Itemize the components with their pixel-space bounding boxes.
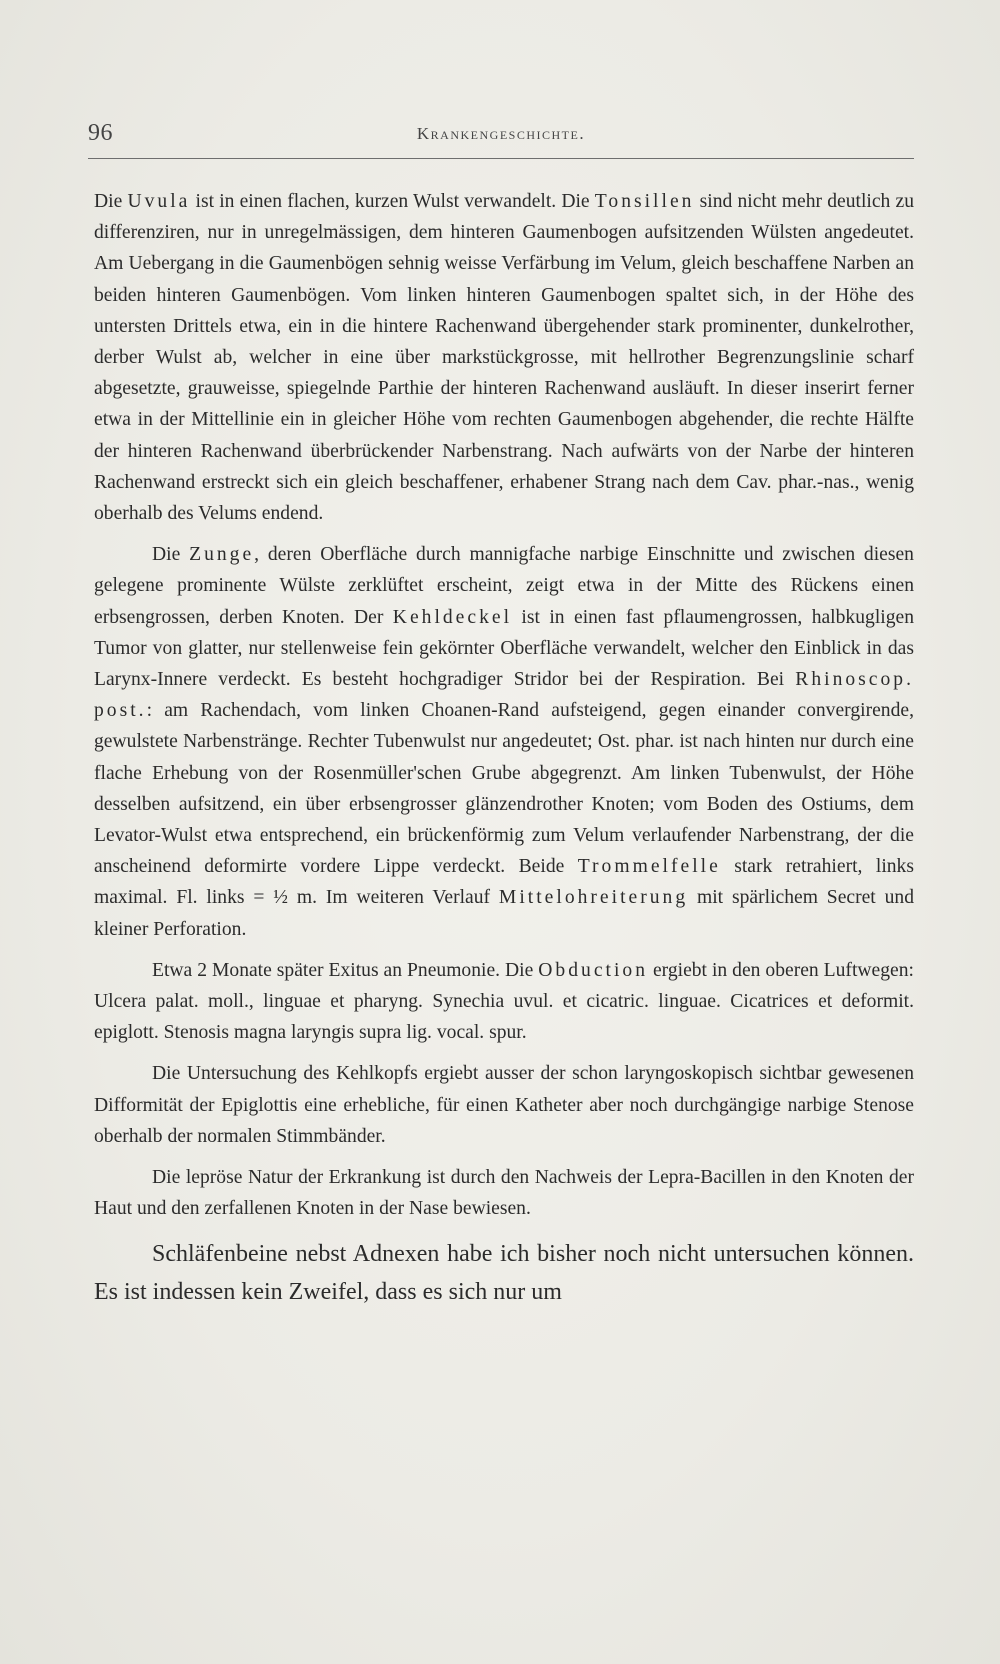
text-run: sind nicht mehr deutlich zu differenziren, nur in unregelmässigen, dem hinteren Gaumenbogen aufsitzenden Wülsten angedeutet. Am Uebergang in die Gaumenbögen sehnig weisse Verfärbung im Velum, gleich beschaffene Narben an beiden hinteren Gaumenbögen. Vom linken hinteren Gaumenbogen spaltet sich, in der Höhe des untersten Drittels etwa, ein in die hintere Rachenwand übergehender stark prominenter, dunkelrother, derber Wulst ab, welcher in eine über markstückgrosse, mit hellrother Begrenzungslinie scharf abgesetzte, grauweisse, spiegelnde Parthie der hinteren Rachenwand ausläuft. In dieser inserirt ferner etwa in der Mittellinie ein in gleicher Höhe vom rechten Gaumenbogen abgehender, die rechte Hälfte der hinteren Rachenwand überbrückender Narbenstrang. Nach aufwärts von der Narbe der hinteren Rachenwand erstreckt sich ein gleich beschaffener, erhabener Strang nach dem Cav. phar.-nas., wenig oberhalb des Velums endend.: [94, 191, 914, 525]
body-text: [94, 186, 914, 1321]
emphasized-term: Kehldeckel: [392, 606, 513, 628]
emphasized-term: Uvula: [127, 191, 191, 212]
paragraph: [94, 539, 914, 945]
text-run: Die: [152, 544, 190, 566]
text-run: Die lepröse Natur der Erkrankung ist durch den Nachweis der Lepra-Bacillen in den Knoten der Haut und den zerfallenen Knoten in der Nase bewiesen.: [94, 1167, 914, 1220]
text-run: Schläfenbeine nebst Adnexen habe ich bisher noch nicht untersuchen können. Es ist indessen kein Zweifel, dass es sich nur um: [94, 1240, 914, 1305]
paragraph: [94, 186, 914, 529]
emphasized-term: Zunge: [189, 544, 255, 566]
paragraph: [94, 1058, 914, 1152]
paragraph: [94, 1235, 914, 1311]
text-run: : am Rachendach, vom linken Choanen-Rand aufsteigend, gegen einander convergirende, gewulstete Narbenstränge. Rechter Tubenwulst nur angedeutet; Ost. phar. ist nach hinten nur durch eine flache Erhebung von der Rosenmüller'schen Grube abgegrenzt. Am linken Tubenwulst, der Höhe desselben aufsitzend, ein über erbsengrosser glänzendrother Knoten; vom Boden des Ostiums, dem Levator-Wulst etwa entsprechend, ein brückenförmig zum Velum verlaufender Narbenstrang, der die anscheinend deformirte vordere Lippe verdeckt. Beide: [94, 700, 914, 878]
text-run: ergiebt in den oberen Luftwegen: Ulcera palat. moll., linguae et pharyng. Synechia uvul. et cicatric. linguae. Cicatrices et deformit. epiglott. Stenosis magna laryngis supra lig. vocal. spur.: [94, 959, 914, 1044]
text-run: Etwa 2 Monate später Exitus an Pneumonie. Die: [152, 959, 539, 981]
text-run: mit spärlichem Secret und kleiner Perforation.: [94, 887, 915, 940]
emphasized-term: Tonsillen: [594, 191, 695, 212]
emphasized-term: Mittelohreiterung: [498, 887, 689, 909]
paragraph: [94, 955, 914, 1049]
page-number: 96: [88, 120, 113, 146]
text-run: , deren Oberfläche durch mannigfache narbige Einschnitte und zwischen diesen gelegene prominente Wülste zerklüftet erscheint, zeigt etwa in der Mitte des Rückens einen erbsengrossen, derben Knoten. Der: [94, 544, 914, 628]
text-run: ist in einen fast pflaumengrossen, halbkugligen Tumor von glatter, nur stellenweise fein gekörnter Oberfläche verwandelt, welcher den Einblick in das Larynx-Innere verdeckt. Es besteht hochgradiger Stridor bei der Respiration. Bei: [94, 606, 914, 691]
text-run: Die Untersuchung des Kehlkopfs ergiebt ausser der schon laryngoskopisch sichtbar gewesenen Difformität der Epiglottis eine erhebliche, für einen Katheter aber noch durchgängige narbige Stenose oberhalb der normalen Stimmbänder.: [94, 1063, 914, 1147]
emphasized-term: Obduction: [538, 959, 648, 981]
emphasized-term: Rhinoscop. post.: [94, 669, 914, 722]
text-run: Die: [94, 191, 128, 212]
page-header: [88, 118, 914, 159]
running-head: Krankengeschichte.: [416, 124, 586, 143]
text-run: ist in einen flachen, kurzen Wulst verwandelt. Die: [190, 191, 595, 212]
emphasized-term: Trommelfelle: [577, 856, 721, 878]
paragraph: [94, 1162, 914, 1224]
text-run: stark retrahiert, links maximal. Fl. links = ½ m. Im weiteren Verlauf: [94, 856, 914, 909]
